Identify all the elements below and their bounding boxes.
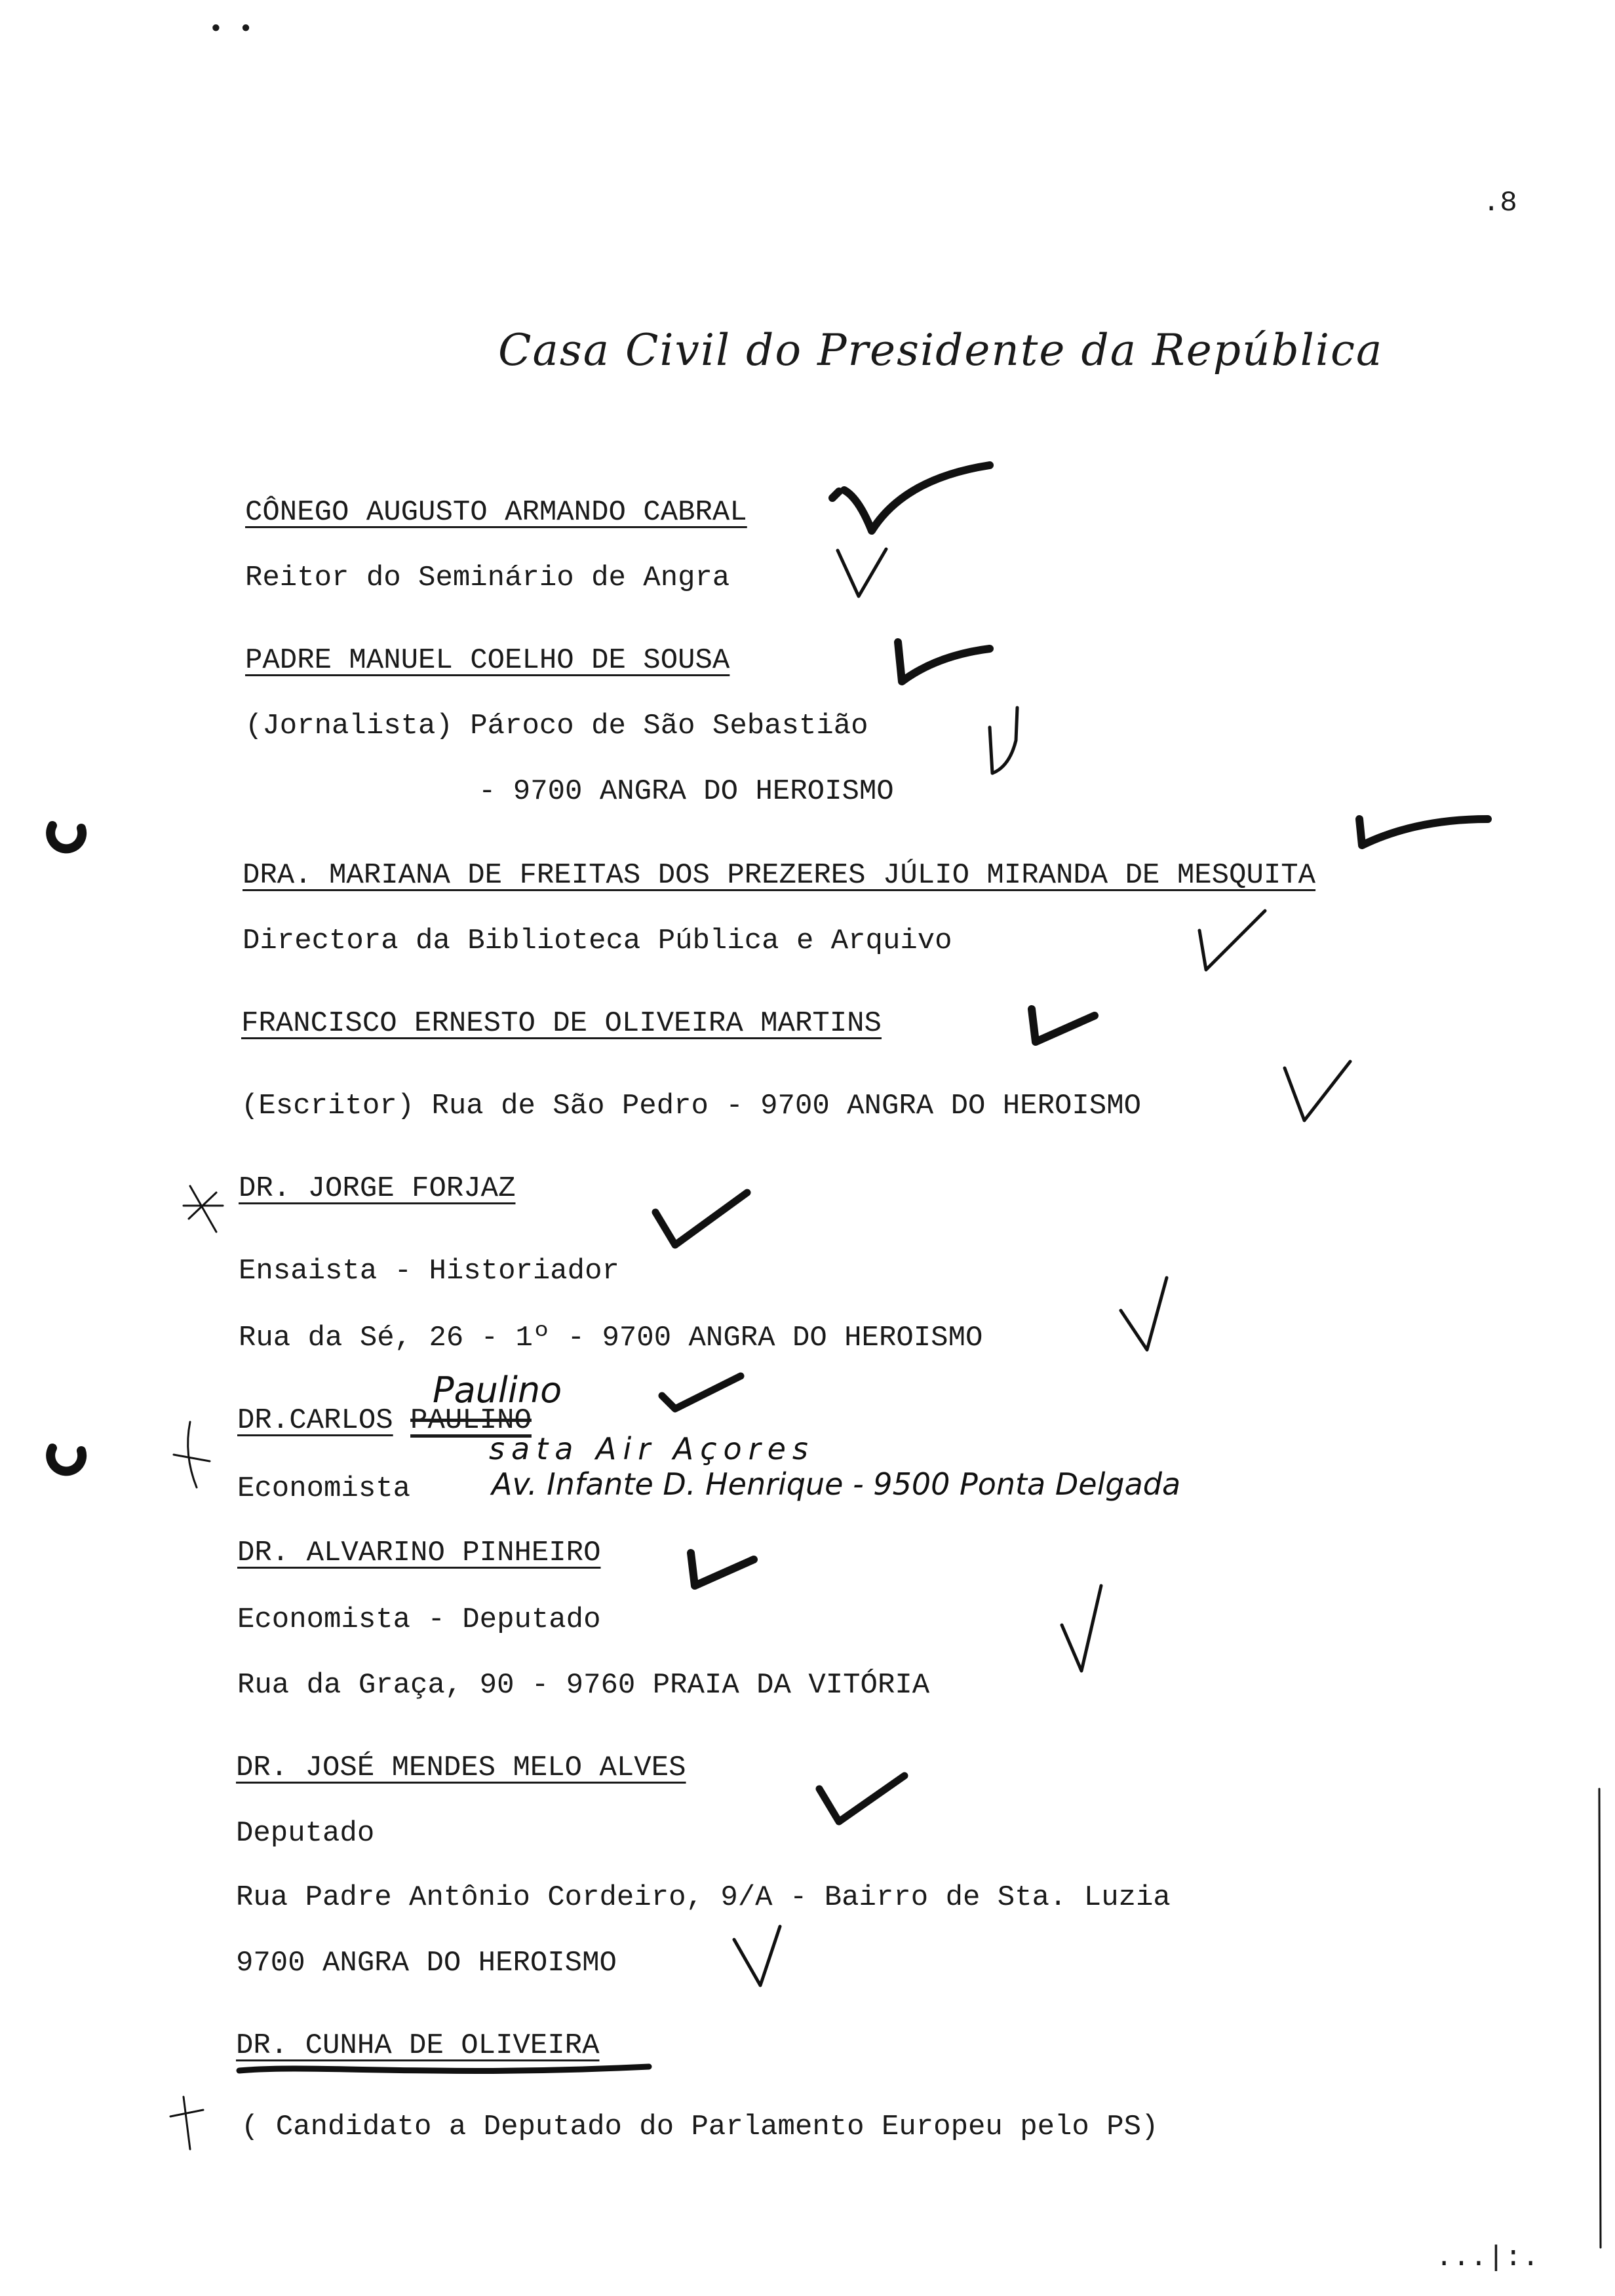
checkmark-icon: [813, 1763, 911, 1835]
margin-cross-icon: [177, 1173, 229, 1245]
checkmark-icon: [878, 636, 996, 695]
entry-6-name-struck: PAULINO: [410, 1404, 532, 1437]
entry-8-line-2: Rua Padre Antônio Cordeiro, 9/A - Bairro de Sta. Luzia: [236, 1881, 1171, 1914]
continuation-mark: ...|:.: [1435, 2242, 1540, 2274]
checkmark-icon: [655, 1369, 747, 1422]
punch-hole-icon: [39, 813, 92, 865]
handwritten-address-1: sata Air Açores: [489, 1431, 815, 1466]
entry-8-line-1: Deputado: [236, 1817, 375, 1850]
checkmark-icon: [1022, 1003, 1101, 1055]
entry-2-name: PADRE MANUEL COELHO DE SOUSA: [245, 644, 730, 677]
checkmark-icon: [1114, 1271, 1186, 1356]
checkmark-icon: [682, 1546, 760, 1599]
checkmark-icon: [826, 452, 996, 557]
margin-cross-icon: [164, 2090, 210, 2156]
checkmark-icon: [649, 1179, 754, 1258]
pen-stroke-underline: [236, 2057, 655, 2084]
entry-2-line-1: (Jornalista) Pároco de São Sebastião: [245, 710, 868, 742]
handwritten-address-2: Av. Infante D. Henrique - 9500 Ponta Delgada: [492, 1466, 1181, 1502]
entry-8-line-3: 9700 ANGRA DO HEROISMO: [236, 1947, 617, 1980]
checkmark-icon: [832, 544, 891, 603]
page-edge-line: [1586, 1782, 1612, 2254]
entry-6-line-1: Economista: [237, 1472, 411, 1505]
entry-9-line-1: ( Candidato a Deputado do Parlamento Europeu pelo PS): [241, 2111, 1159, 2143]
entry-3-line-1: Directora da Biblioteca Pública e Arquivo: [243, 925, 952, 957]
checkmark-icon: [1350, 806, 1494, 858]
entry-9-name: DR. CUNHA DE OLIVEIRA: [236, 2029, 600, 2062]
checkmark-icon: [983, 701, 1029, 786]
checkmark-icon: [1193, 904, 1272, 976]
checkmark-icon: [728, 1920, 793, 1999]
entry-5-line-1: Ensaista - Historiador: [239, 1255, 619, 1288]
page-number: .8: [1483, 187, 1517, 220]
checkmark-icon: [1055, 1579, 1114, 1677]
entry-7-line-1: Economista - Deputado: [237, 1603, 601, 1636]
entry-5-line-2: Rua da Sé, 26 - 1º - 9700 ANGRA DO HEROISMO: [239, 1322, 983, 1354]
entry-1-line-1: Reitor do Seminário de Angra: [245, 562, 730, 594]
entry-1-name: CÔNEGO AUGUSTO ARMANDO CABRAL: [245, 496, 747, 529]
checkmark-icon: [1278, 1055, 1357, 1127]
entry-5-name: DR. JORGE FORJAZ: [239, 1172, 516, 1205]
top-dots: • •: [208, 16, 254, 44]
entry-7-name: DR. ALVARINO PINHEIRO: [237, 1537, 601, 1569]
entry-3-name: DRA. MARIANA DE FREITAS DOS PREZERES JÚLIO MIRANDA DE MESQUITA: [243, 859, 1316, 892]
handwritten-name-paulino: Paulino: [433, 1369, 562, 1411]
entry-6-name: DR.CARLOS: [237, 1404, 393, 1437]
entry-8-name: DR. JOSÉ MENDES MELO ALVES: [236, 1751, 686, 1784]
entry-2-line-2: - 9700 ANGRA DO HEROISMO: [478, 775, 894, 808]
letterhead: Casa Civil do Presidente da República: [498, 325, 1384, 375]
entry-4-line-1: (Escritor) Rua de São Pedro - 9700 ANGRA DO HEROISMO: [241, 1090, 1142, 1122]
punch-hole-icon: [39, 1435, 92, 1487]
entry-4-name: FRANCISCO ERNESTO DE OLIVEIRA MARTINS: [241, 1007, 882, 1040]
entry-7-line-2: Rua da Graça, 90 - 9760 PRAIA DA VITÓRIA: [237, 1669, 930, 1702]
margin-cross-icon: [164, 1415, 216, 1494]
